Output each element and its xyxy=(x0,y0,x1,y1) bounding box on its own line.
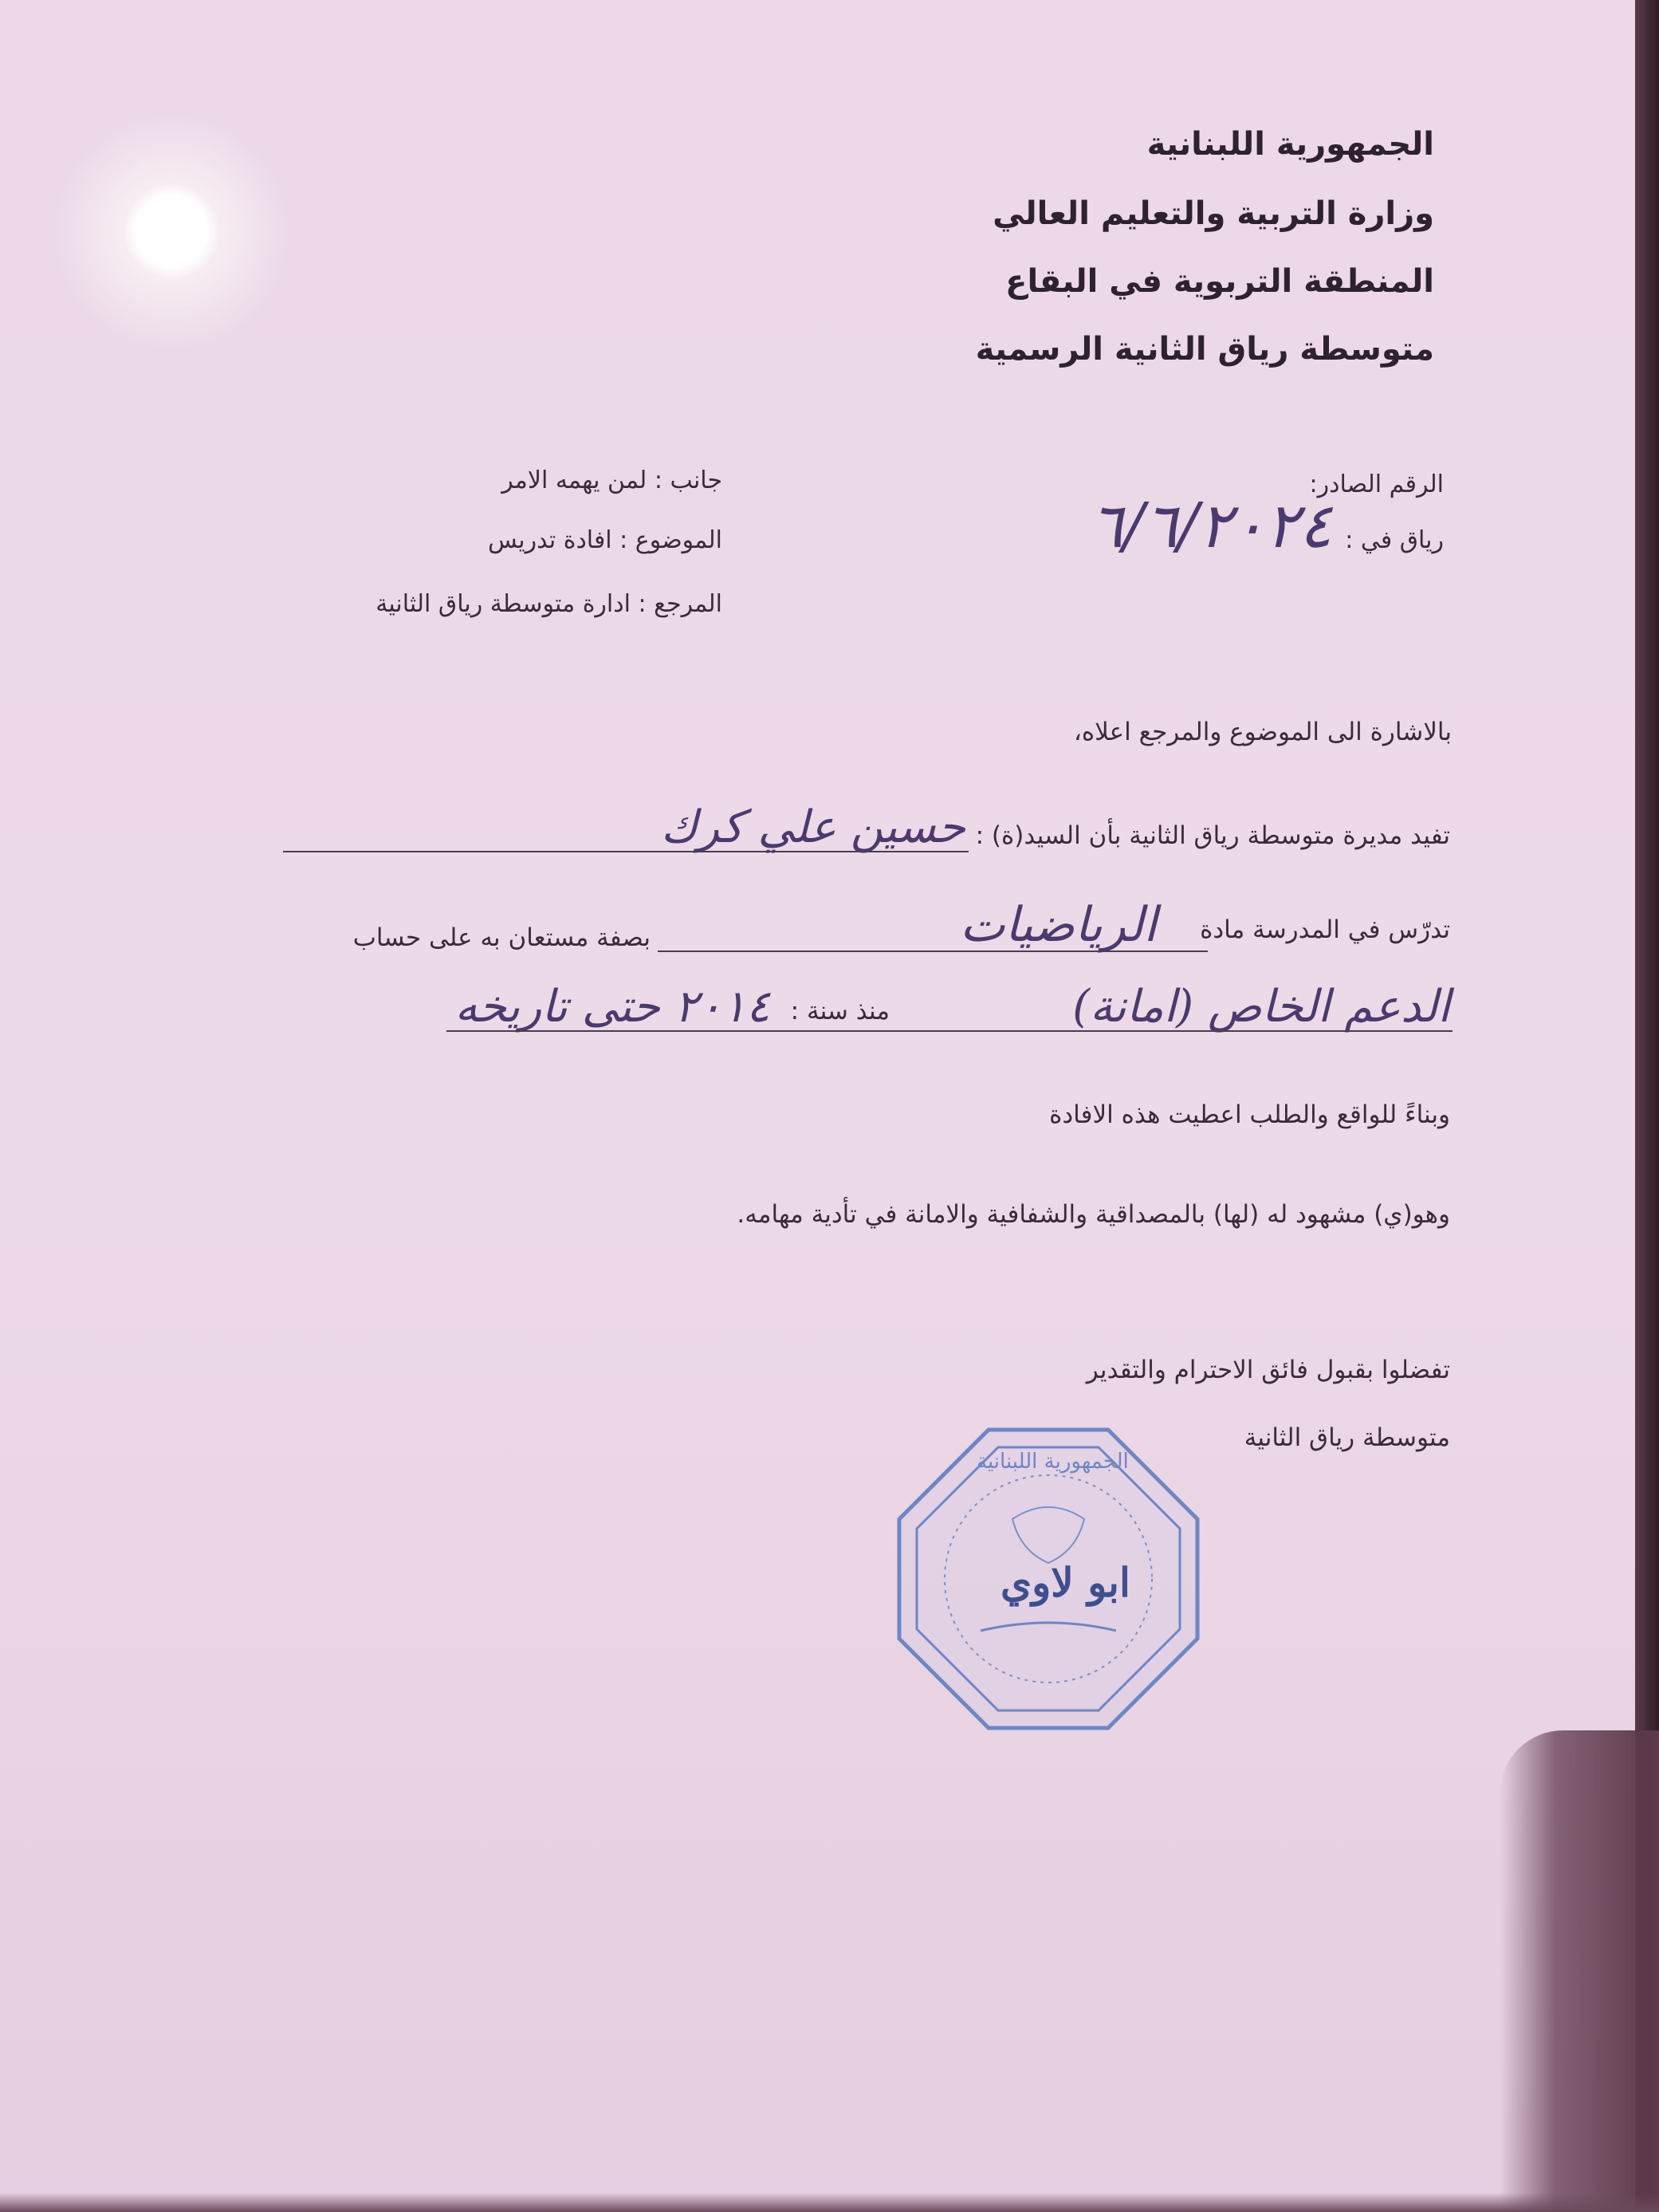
body-line5: وهو(ي) مشهود له (لها) بالمصداقية والشفافية والامانة في تأدية مهامه. xyxy=(737,1200,1450,1229)
body-line3-label: منذ سنة : xyxy=(790,997,890,1025)
closing-signature: متوسطة رياق الثانية xyxy=(1244,1423,1450,1452)
reference: المرجع : ادارة متوسطة رياق الثانية xyxy=(375,590,722,618)
body-line2-label-a: تدرّس في المدرسة مادة xyxy=(1200,915,1450,944)
header-ministry: وزارة التربية والتعليم العالي xyxy=(993,195,1434,232)
teacher-name-handwritten: حسين علي كرك xyxy=(660,801,965,853)
date-label: رياق في : xyxy=(1345,526,1444,554)
closing-regards: تفضلوا بقبول فائق الاحترام والتقدير xyxy=(1086,1356,1450,1384)
body-line4: وبناءً للواقع والطلب اعطيت هذه الافادة xyxy=(1049,1100,1450,1129)
ref-number-label: الرقم الصادر: xyxy=(1309,470,1444,498)
funding-handwritten: الدعم الخاص (امانة) xyxy=(1072,981,1450,1033)
header-republic: الجمهورية اللبنانية xyxy=(1146,126,1434,163)
body-line1-label: تفيد مديرة متوسطة رياق الثانية بأن السيد(ة) : xyxy=(975,821,1450,850)
date-handwritten: ٦/٦/٢٠٢٤ xyxy=(1090,490,1332,562)
since-year-handwritten: ٢٠١٤ حتى تاريخه xyxy=(454,981,770,1033)
body-line2-label-b: بصفة مستعان به على حساب xyxy=(352,923,651,952)
header-region: المنطقة التربوية في البقاع xyxy=(1005,263,1434,300)
addressee: جانب : لمن يهمه الامر xyxy=(501,466,722,494)
body-intro: بالاشارة الى الموضوع والمرجع اعلاه، xyxy=(1073,718,1452,746)
header-school: متوسطة رياق الثانية الرسمية xyxy=(975,331,1434,368)
stamp-signature: ابو لاوي xyxy=(1001,1559,1130,1606)
subject: الموضوع : افادة تدريس xyxy=(488,526,722,554)
fill-line-since xyxy=(446,1030,1453,1032)
subject-handwritten: الرياضيات xyxy=(960,897,1157,953)
stamp-ring-text: الجمهورية اللبنانية xyxy=(977,1450,1129,1474)
